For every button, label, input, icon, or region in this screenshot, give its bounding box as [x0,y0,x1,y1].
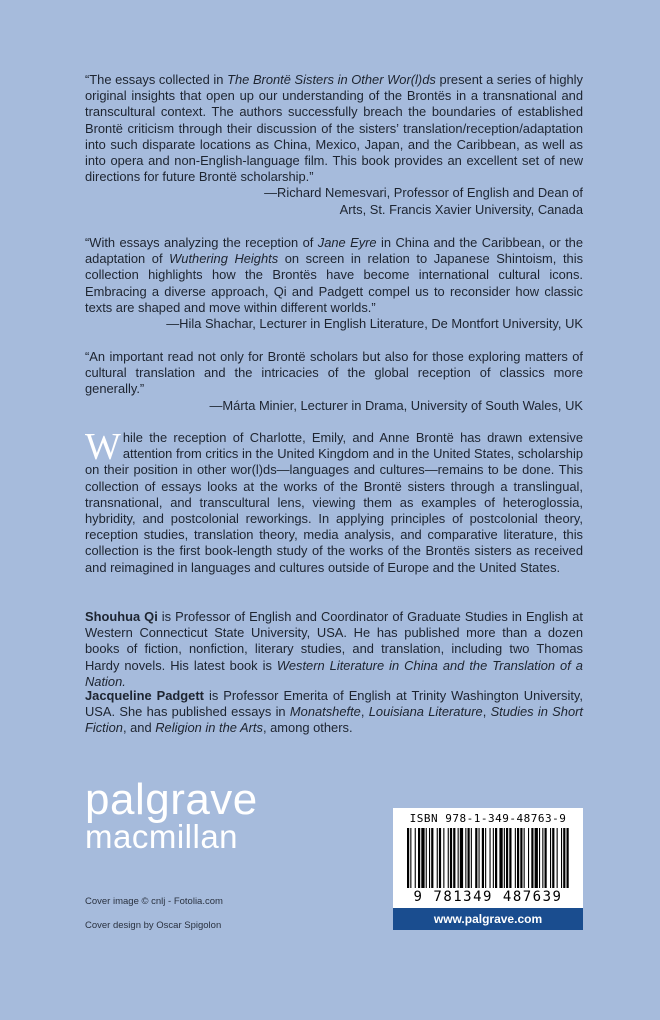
barcode-bar [557,828,558,888]
barcode-bar [517,828,519,888]
barcode-bar [479,828,480,888]
endorsement-nemesvari [85,72,583,218]
barcode-bars [407,828,569,888]
cover-image-credit: Cover image © cnlj - Fotolia.com [85,896,223,907]
barcode-bar [450,828,452,888]
barcode-bar [493,828,494,888]
barcode-bar [458,828,459,888]
publisher-logo: palgrave macmillan [85,775,258,855]
barcode-bar [524,828,525,888]
isbn-label: ISBN 978-1-349-48763-9 [409,812,567,825]
barcode-bar [550,828,551,888]
barcode-bar [495,828,497,888]
cover-design-credit: Cover design by Oscar Spigolon [85,920,222,931]
barcode-bar [429,828,430,888]
barcode-bar [499,828,502,888]
barcode-bar [515,828,516,888]
editor-bio-qi: Shouhua Qi is Professor of English and Coordinator of Graduate Studies in English at Western Connecticut State University, USA. He has published more than a dozen books of fiction, nonfiction, literary studies, and translation, including two Thomas Hardy novels. His latest book is Western Literature in China and the Translation of a Nation. [85,609,583,689]
barcode-bar [490,828,491,888]
barcode-bar [437,828,438,888]
barcode-bar [418,828,420,888]
endorsement-minier [85,349,583,414]
quote-attribution: —Márta Minier, Lecturer in Drama, University of South Wales, UK [209,397,583,413]
quote-text: “An important read not only for Brontë scholars but also for those exploring matters of cultural translation and the intricacies of the global reception of classics more generally.” [85,349,583,397]
barcode-bar [542,828,543,888]
barcode-bar [509,828,511,888]
editor-name: Jacqueline Padgett [85,688,204,703]
barcode-bar [567,828,569,888]
barcode-bar [407,828,409,888]
barcode-bar [431,828,433,888]
barcode-bar [561,828,562,888]
barcode-bar [485,828,486,888]
barcode-bar [443,828,444,888]
editor-bio-padgett: Jacqueline Padgett is Professor Emerita of English at Trinity Washington University, USA. She has published essays in Monatshefte, Louisiana Literature, Studies in Short Fiction, and Religion in the Arts, among others. [85,688,583,736]
isbn-barcode [393,808,583,908]
quote-attribution: —Hila Shachar, Lecturer in English Literature, De Montfort University, UK [166,316,583,332]
barcode-bar [468,828,470,888]
barcode-bar [415,828,416,888]
isbn-digits: 9 781349 487639 [413,889,563,905]
barcode-bar [465,828,466,888]
barcode-bar [563,828,565,888]
quote-text: “With essays analyzing the reception of Jane Eyre in China and the Caribbean, or the adaptation of Wuthering Heights on screen in relation to Japanese Shintoism, this collection highlights how the Brontës have become international cultural icons. Embracing a diverse approach, Qi and Padgett compel us to reconsider how classic texts are shaped and move within different worlds.” [85,235,584,315]
quote-attribution: —Richard Nemesvari, Professor of English and Dean of Arts, St. Francis Xavier University, Canada [264,185,583,217]
barcode-bar [552,828,554,888]
drop-cap: W [85,426,121,468]
barcode-bar [453,828,455,888]
barcode-bar [475,828,477,888]
editor-name: Shouhua Qi [85,609,158,624]
barcode-bar [504,828,505,888]
barcode-bar [460,828,463,888]
barcode-bar [528,828,529,888]
book-description: While the reception of Charlotte, Emily, and Anne Brontë has drawn extensive attention from critics in the United Kingdom and in the United States, scholarship on their position in other wor(l)ds—languages and cultures—remains to be done. This collection of essays looks at the works of the Brontë sisters through a translingual, transnational, and transcultural lens, viewing them as examples of heteroglossia, hybridity, and postcolonial reworkings. In applying principles of postcolonial theory, reception studies, translation theory, media analysis, and comparative literature, this collection is the first book-length study of the works of the Brontës sisters as received and reimagined in languages and cultures outside of Europe and the United States. [85,426,583,575]
barcode-bar [439,828,441,888]
barcode-bar [421,828,424,888]
barcode-bar [531,828,533,888]
endorsement-shachar [85,235,583,332]
barcode-bar [535,828,538,888]
barcode-bar [410,828,411,888]
publisher-url[interactable]: www.palgrave.com [393,908,583,930]
barcode-bar [520,828,522,888]
barcode-bar [506,828,508,888]
barcode-bar [482,828,484,888]
barcode-bar [545,828,547,888]
barcode-bar [539,828,540,888]
barcode-bar [471,828,472,888]
barcode-bar [426,828,427,888]
quote-text: “The essays collected in The Brontë Sisters in Other Wor(l)ds present a series of highly original insights that open up our understanding of the Brontës in a transnational and transcultural context. The authors successfully breach the boundaries of established Brontë criticism through their discussion of the sisters’ translation/reception/adaptation into such disparate locations as China, Mexico, Japan, and the Caribbean, as well as into opera and non-English-language film. This book provides an excellent set of new directions for future Brontë scholarship.” [85,72,583,185]
barcode-bar [448,828,449,888]
book-title: The Brontë Sisters in Other Wor(l)ds [227,72,436,87]
